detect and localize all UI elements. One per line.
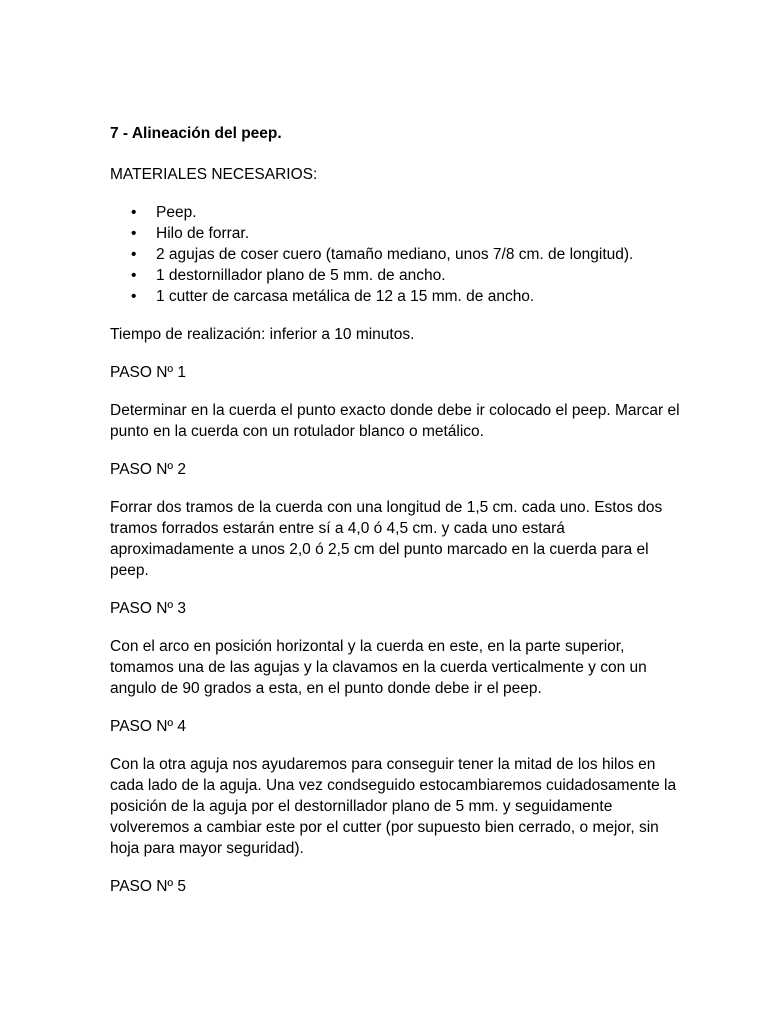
bullet-icon: • (131, 225, 137, 242)
list-item (110, 202, 690, 223)
list-item (110, 286, 690, 307)
document-title: 7 - Alineación del peep. (110, 125, 282, 142)
document-page (110, 123, 690, 914)
bullet-icon: • (131, 246, 137, 263)
step-2-heading: PASO Nº 2 (110, 461, 187, 478)
list-item (110, 265, 690, 286)
list-item-text: 2 agujas de coser cuero (tamaño mediano, unos 7/8 cm. de longitud). (156, 246, 634, 263)
step-1-text: Determinar en la cuerda el punto exacto donde debe ir colocado el peep. Marcar el punto en la cuerda con un rotulador blanco o metálico. (110, 402, 680, 440)
step-4-heading: PASO Nº 4 (110, 718, 187, 735)
step-3-text: Con el arco en posición horizontal y la cuerda en este, en la parte superior, tomamos una de las agujas y la clavamos en la cuerda verticalmente y con un angulo de 90 grados a esta, en el punto donde debe ir el peep. (110, 638, 647, 697)
list-item-text: 1 destornillador plano de 5 mm. de ancho. (156, 267, 446, 284)
step-2-text: Forrar dos tramos de la cuerda con una longitud de 1,5 cm. cada uno. Estos dos tramos forrados estarán entre sí a 4,0 ó 4,5 cm. y cada uno estará aproximadamente a unos 2,0 ó 2,5 cm del punto marcado en la cuerda para el peep. (110, 499, 663, 579)
step-3-heading: PASO Nº 3 (110, 600, 187, 617)
list-item-text: 1 cutter de carcasa metálica de 12 a 15 mm. de ancho. (156, 288, 535, 305)
list-item (110, 244, 690, 265)
step-1-heading: PASO Nº 1 (110, 364, 187, 381)
bullet-icon: • (131, 267, 137, 284)
materials-heading: MATERIALES NECESARIOS: (110, 166, 318, 183)
time-text: Tiempo de realización: inferior a 10 minutos. (110, 326, 415, 343)
list-item-text: Hilo de forrar. (156, 225, 250, 242)
bullet-icon: • (131, 204, 137, 221)
step-5-heading: PASO Nº 5 (110, 878, 187, 895)
materials-list (110, 202, 690, 307)
step-4-text: Con la otra aguja nos ayudaremos para conseguir tener la mitad de los hilos en cada lado de la aguja. Una vez condseguido estocambiaremos cuidadosamente la posición de la aguja por el destornillador plano de 5 mm. y seguidamente volveremos a cambiar este por el cutter (por supuesto bien cerrado, o mejor, sin hoja para mayor seguridad). (110, 756, 677, 857)
list-item-text: Peep. (156, 204, 197, 221)
bullet-icon: • (131, 288, 137, 305)
list-item (110, 223, 690, 244)
